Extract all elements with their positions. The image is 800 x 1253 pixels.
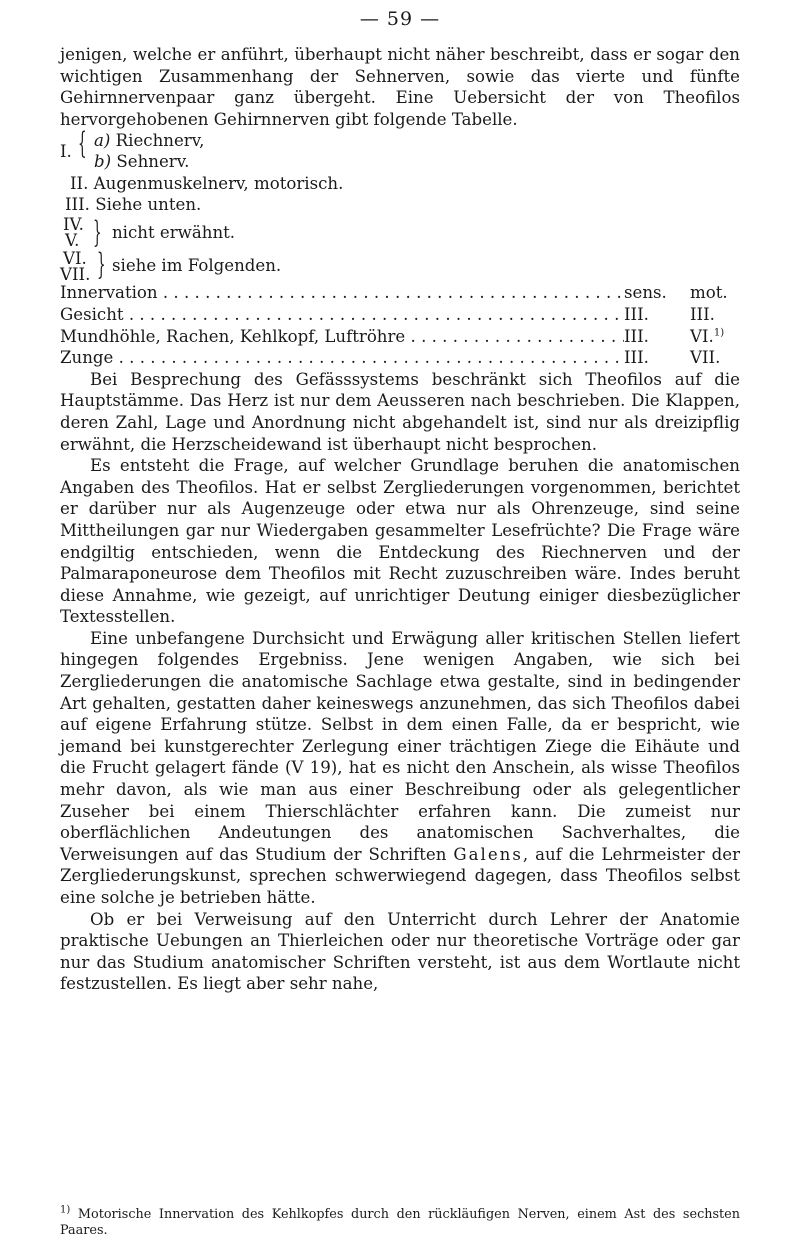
nerve-vii: VII. <box>60 265 91 285</box>
table-row <box>60 347 740 369</box>
main-text <box>60 44 740 995</box>
nerve-iv: IV. <box>63 215 84 235</box>
paragraph-review-tail: , auf die Lehrmeister der Zergliederungskunst, sprechen schwerwiegend dagegen, dass Theofilos selbst eine solche je betrieben hätte. <box>60 844 741 907</box>
page-number: — 59 — <box>359 8 441 30</box>
paragraph-question: Es entsteht die Frage, auf welcher Grundlage beruhen die anatomischen Angaben des Theofilos. Hat er selbst Zergliederungen vorgenommen, berichtet er darüber nur als Augenzeuge oder etwa nur als Ohrenzeuge, sind seine Mittheilungen gar nur Wiedergaben gesammelter Lesefrüchte? Die Frage wäre endgiltig entschieden, wenn die Entdeckung des Riechnerven und der Palmaraponeurose dem Theofilos mit Recht zuzuschreiben wäre. Indes beruht diese Annahme, wie gezeigt, auf unrichtiger Deutung einiger diesbezüglicher Textesstellen. <box>60 456 740 627</box>
table-row-mot-group <box>690 326 740 348</box>
nerve-i-b-letter: b) <box>94 152 112 172</box>
table-row-mot: VII. <box>690 348 721 368</box>
nerve-iii: III. Siehe unten. <box>65 195 202 215</box>
footnote-marker: 1) <box>60 1204 71 1216</box>
table-header-row <box>60 282 740 304</box>
nerve-vi: VI. <box>63 249 87 269</box>
nerve-vi-vii-text: siehe im Folgenden. <box>112 256 282 276</box>
table-header-label: Innervation . . . <box>60 282 624 304</box>
paragraph-review-text: Eine unbefangene Durchsicht und Erwägung aller kritischen Stellen liefert hingegen folgendes Ergebniss. Jene wenigen Angaben, wie sich bei Zergliederungen die anatomische Sachlage etwa gestalte, sind in bedingender Art gehalten, gestatten daher keineswegs anzunehmen, das sich Theofilos dabei auf eigene Erfahrung stütze. Selbst in dem einen Falle, da er bespricht, wie jemand bei kunstgerechter Zerlegung einer trächtigen Ziege die Eihäute und die Frucht gelagert fände (V 19), hat es nicht den Anschein, als wisse Theofilos mehr davon, als wie man aus einer Beschreibung oder als gelegentlicher Zuseher bei einem Thierschlächter erfahren kann. Die zumeist nur oberflächlichen Andeutungen des anatomischen Sachverhaltes, die Verweisungen auf das Studium der Schriften <box>60 628 740 864</box>
nerve-list <box>60 126 740 285</box>
table-row-label: Zunge . . . <box>60 347 624 369</box>
nerve-i-a-letter: a) <box>94 131 111 151</box>
table-row <box>60 304 740 326</box>
table-row-sens: III. <box>624 348 649 368</box>
footnote <box>60 1204 740 1239</box>
footnote-text: Motorische Innervation des Kehlkopfes durch den rückläufigen Nerven, einem Ast des sechsten Paares. <box>60 1207 740 1238</box>
table-row-mot: VI. <box>690 326 714 346</box>
footnote-ref: 1) <box>713 327 725 339</box>
paragraph-review <box>60 628 740 909</box>
table-row-label: Gesicht . . . <box>60 304 624 326</box>
intro-paragraph: jenigen, welche er anführt, überhaupt nicht näher beschreibt, dass er sogar den wichtigen Zusammenhang der Sehnerven, sowie das vierte und fünfte Gehirnnervenpaar ganz übergeht. Eine Uebersicht der von Theofilos hervorgehobenen Gehirnnerven gibt folgende Tabelle. <box>60 45 740 129</box>
table-row-label: Mundhöhle, Rachen, Kehlkopf, Luftröhre . . . <box>60 326 624 348</box>
nerve-v: V. <box>65 231 80 251</box>
table-row <box>60 326 740 348</box>
nerve-i-b-name: Sehnerv. <box>116 152 190 172</box>
nerve-iv-v-text: nicht erwähnt. <box>112 223 236 243</box>
table-header-mot: mot. <box>690 283 728 303</box>
nerve-i-b <box>94 151 189 173</box>
paragraph-vascular: Bei Besprechung des Gefässsystems beschränkt sich Theofilos auf die Hauptstämme. Das Herz ist nur dem Aeusseren nach beschrieben. Die Klappen, deren Zahl, Lage und Anordnung nicht abgehandelt ist, sind nur als dreizipflig erwähnt, die Herzscheidewand ist überhaupt nicht besprochen. <box>60 369 740 454</box>
table-header-sens: sens. <box>624 283 667 303</box>
table-row-sens: III. <box>624 326 649 346</box>
nerve-i-a <box>94 130 204 152</box>
nerve-i-numeral: I. <box>60 142 72 162</box>
table-row-sens: III. <box>624 304 649 324</box>
brace-i: { <box>78 126 87 162</box>
nerve-i-a-name: Riechnerv, <box>115 131 205 151</box>
brace-vi-vii: } <box>97 247 106 283</box>
table-row-mot: III. <box>690 304 715 324</box>
brace-iv-v: } <box>93 215 102 251</box>
paragraph-teaching: Ob er bei Verweisung auf den Unterricht durch Lehrer der Anatomie praktische Uebungen an Thierleichen oder nur theoretische Vorträge oder gar nur das Studium anatomischer Schriften versteht, ist aus dem Wortlaute nicht festzustellen. Es liegt aber sehr nahe, <box>60 909 740 994</box>
author-name-galen: Galens <box>453 844 523 864</box>
nerve-ii: II. Augenmuskelnerv, motorisch. <box>70 174 344 194</box>
innervation-table <box>60 282 740 368</box>
